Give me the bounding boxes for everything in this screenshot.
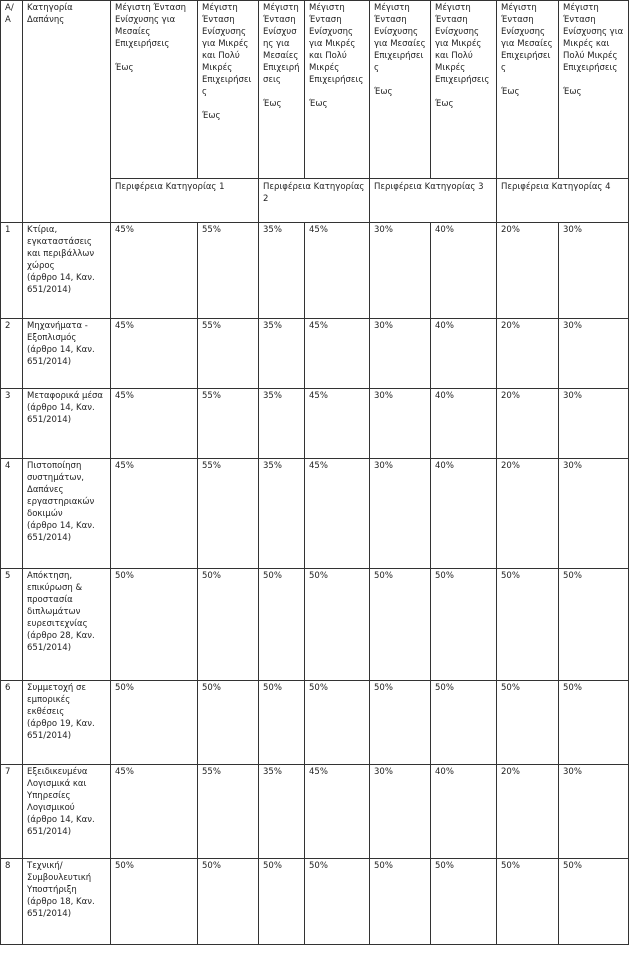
value-cell: 55% <box>198 319 259 389</box>
category-name: Κτίρια, εγκαταστάσεις και περιβάλλων χώρος <box>27 225 95 271</box>
value-cell: 20% <box>497 765 559 859</box>
header-col-title: Μέγιστη Ένταση Ενίσχυσης για Μικρές και Πολύ Μικρές Επιχειρήσεις <box>435 3 490 85</box>
region-3: Περιφέρεια Κατηγορίας 3 <box>370 179 497 223</box>
region-2: Περιφέρεια Κατηγορίας 2 <box>259 179 370 223</box>
value-cell: 20% <box>497 459 559 569</box>
value-cell: 30% <box>559 319 629 389</box>
value-cell: 40% <box>431 223 497 319</box>
value-cell: 45% <box>111 459 198 569</box>
category-name: Πιστοποίηση συστημάτων, Δαπάνες εργαστηριακών δοκιμών <box>27 461 95 519</box>
expense-category <box>23 459 111 569</box>
expense-category <box>23 859 111 945</box>
header-col-title: Μέγιστη Ένταση Ενίσχυσης για Μεσαίες Επιχειρήσεις <box>263 3 300 85</box>
value-cell: 45% <box>305 765 370 859</box>
header-col-title: Μέγιστη Ένταση Ενίσχυσης για Μεσαίες Επιχειρήσεις <box>374 3 426 73</box>
header-col-8 <box>559 1 629 179</box>
value-cell: 30% <box>370 223 431 319</box>
header-category: Κατηγορία Δαπάνης <box>23 1 111 223</box>
category-reference: (άρθρο 19, Καν. 651/2014) <box>27 719 95 741</box>
header-row <box>1 1 629 179</box>
value-cell: 50% <box>198 859 259 945</box>
value-cell: 50% <box>198 569 259 681</box>
expense-category <box>23 765 111 859</box>
value-cell: 50% <box>431 681 497 765</box>
header-col-5 <box>370 1 431 179</box>
row-number: 7 <box>1 765 23 859</box>
table-row <box>1 765 629 859</box>
value-cell: 50% <box>111 859 198 945</box>
value-cell: 55% <box>198 389 259 459</box>
value-cell: 45% <box>305 223 370 319</box>
header-aa: Α/Α <box>1 1 23 223</box>
table-row <box>1 569 629 681</box>
table-row <box>1 859 629 945</box>
category-reference: (άρθρο 28, Καν. 651/2014) <box>27 631 95 653</box>
value-cell: 30% <box>370 765 431 859</box>
value-cell: 30% <box>559 459 629 569</box>
value-cell: 45% <box>305 459 370 569</box>
header-col-1 <box>111 1 198 179</box>
value-cell: 45% <box>111 319 198 389</box>
header-col-upto: Έως <box>115 63 134 73</box>
value-cell: 50% <box>370 569 431 681</box>
header-col-title: Μέγιστη Ένταση Ενίσχυσης για Μικρές και Πολύ Μικρές Επιχειρήσεις <box>563 3 624 73</box>
value-cell: 30% <box>559 765 629 859</box>
value-cell: 50% <box>111 569 198 681</box>
header-col-2 <box>198 1 259 179</box>
category-reference: (άρθρο 14, Καν. 651/2014) <box>27 403 95 425</box>
header-col-upto: Έως <box>309 99 328 109</box>
table-row <box>1 223 629 319</box>
category-reference: (άρθρο 14, Καν. 651/2014) <box>27 815 95 837</box>
value-cell: 50% <box>497 681 559 765</box>
value-cell: 35% <box>259 765 305 859</box>
category-reference: (άρθρο 14, Καν. 651/2014) <box>27 521 95 543</box>
category-reference: (άρθρο 18, Καν. 651/2014) <box>27 897 95 919</box>
value-cell: 30% <box>370 459 431 569</box>
value-cell: 50% <box>559 681 629 765</box>
value-cell: 40% <box>431 319 497 389</box>
value-cell: 40% <box>431 459 497 569</box>
header-col-upto: Έως <box>202 111 221 121</box>
category-reference: (άρθρο 14, Καν. 651/2014) <box>27 273 95 295</box>
value-cell: 35% <box>259 389 305 459</box>
value-cell: 30% <box>370 319 431 389</box>
expense-category <box>23 223 111 319</box>
value-cell: 45% <box>111 765 198 859</box>
header-col-6 <box>431 1 497 179</box>
value-cell: 50% <box>305 681 370 765</box>
category-name: Μηχανήματα - Εξοπλισμός <box>27 321 88 343</box>
expense-category <box>23 389 111 459</box>
header-col-upto: Έως <box>501 87 520 97</box>
value-cell: 50% <box>259 681 305 765</box>
table-row <box>1 389 629 459</box>
header-col-upto: Έως <box>435 99 454 109</box>
value-cell: 50% <box>111 681 198 765</box>
value-cell: 35% <box>259 319 305 389</box>
row-number: 8 <box>1 859 23 945</box>
header-col-title: Μέγιστη Ένταση Ενίσχυσης για Μεσαίες Επιχειρήσεις <box>115 3 187 49</box>
category-name: Εξειδικευμένα Λογισμικά και Υπηρεσίες Λογισμικού <box>27 767 88 813</box>
header-col-4 <box>305 1 370 179</box>
value-cell: 55% <box>198 765 259 859</box>
value-cell: 40% <box>431 765 497 859</box>
header-col-upto: Έως <box>563 87 582 97</box>
header-col-title: Μέγιστη Ένταση Ενίσχυσης για Μικρές και Πολύ Μικρές Επιχειρήσεις <box>202 3 252 97</box>
value-cell: 50% <box>305 569 370 681</box>
value-cell: 20% <box>497 319 559 389</box>
row-number: 2 <box>1 319 23 389</box>
value-cell: 50% <box>259 569 305 681</box>
row-number: 4 <box>1 459 23 569</box>
category-name: Τεχνική/ Συμβουλευτική Υποστήριξη <box>27 861 92 895</box>
header-col-title: Μέγιστη Ένταση Ενίσχυσης για Μικρές και Πολύ Μικρές Επιχειρήσεις <box>309 3 364 85</box>
table-row <box>1 681 629 765</box>
value-cell: 20% <box>497 389 559 459</box>
value-cell: 30% <box>370 389 431 459</box>
category-name: Μεταφορικά μέσα <box>27 391 104 401</box>
header-col-3 <box>259 1 305 179</box>
value-cell: 55% <box>198 223 259 319</box>
header-col-upto: Έως <box>374 87 393 97</box>
row-number: 5 <box>1 569 23 681</box>
header-col-title: Μέγιστη Ένταση Ενίσχυσης για Μεσαίες Επιχειρήσεις <box>501 3 553 73</box>
value-cell: 50% <box>497 859 559 945</box>
value-cell: 50% <box>259 859 305 945</box>
value-cell: 50% <box>431 859 497 945</box>
header-col-upto: Έως <box>263 99 282 109</box>
value-cell: 30% <box>559 389 629 459</box>
value-cell: 35% <box>259 223 305 319</box>
region-1: Περιφέρεια Κατηγορίας 1 <box>111 179 259 223</box>
value-cell: 40% <box>431 389 497 459</box>
value-cell: 50% <box>559 859 629 945</box>
value-cell: 50% <box>431 569 497 681</box>
value-cell: 50% <box>198 681 259 765</box>
expense-category <box>23 681 111 765</box>
category-name: Απόκτηση, επικύρωση & προστασία διπλωμάτων ευρεσιτεχνίας <box>27 571 88 629</box>
value-cell: 50% <box>370 681 431 765</box>
table-row <box>1 319 629 389</box>
value-cell: 45% <box>111 223 198 319</box>
row-number: 1 <box>1 223 23 319</box>
category-reference: (άρθρο 14, Καν. 651/2014) <box>27 345 95 367</box>
value-cell: 50% <box>559 569 629 681</box>
category-name: Συμμετοχή σε εμπορικές εκθέσεις <box>27 683 86 717</box>
value-cell: 45% <box>305 389 370 459</box>
table-row <box>1 459 629 569</box>
value-cell: 30% <box>559 223 629 319</box>
value-cell: 50% <box>370 859 431 945</box>
value-cell: 35% <box>259 459 305 569</box>
row-number: 3 <box>1 389 23 459</box>
value-cell: 50% <box>497 569 559 681</box>
value-cell: 20% <box>497 223 559 319</box>
header-col-7 <box>497 1 559 179</box>
value-cell: 45% <box>305 319 370 389</box>
row-number: 6 <box>1 681 23 765</box>
value-cell: 55% <box>198 459 259 569</box>
expense-category <box>23 569 111 681</box>
expense-category <box>23 319 111 389</box>
value-cell: 50% <box>305 859 370 945</box>
region-4: Περιφέρεια Κατηγορίας 4 <box>497 179 629 223</box>
value-cell: 45% <box>111 389 198 459</box>
